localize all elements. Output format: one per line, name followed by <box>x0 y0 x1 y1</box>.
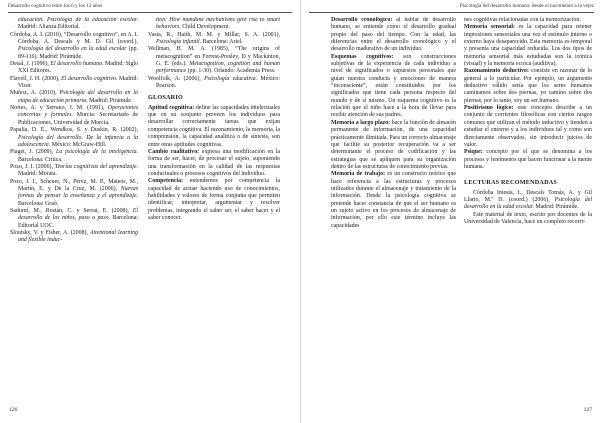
reference-item-text: Madrid: Alianza Editorial. <box>18 24 80 31</box>
reference-item-title: Psicología del desarrollo en la etapa de educación primaria. <box>18 90 138 104</box>
reference-item-text: Barcelona: Ariel. <box>201 39 243 46</box>
glossary-definition: entendemos por competencia la capacidad de actuar haciendo uso de conocimientos, habilidades y valores de forma conjunta que permiten identificar, interpretar, argumentar y resolver problemas, integrando el saber ser, el saber hacer y el saber conocer. <box>148 178 280 221</box>
reference-item <box>10 164 138 179</box>
header-rule-right <box>309 12 594 13</box>
glossary-term: Competencia: <box>148 178 184 185</box>
reference-item <box>10 17 138 32</box>
reference-item-text: Wellman, H. M. A. (1985), “The origins of metacognition” en Forrest-Presley, D y Mackinton, G. E. (eds.). <box>148 46 280 68</box>
glossary-entry <box>331 171 456 230</box>
reference-item-title: Psicología del desarrollo en la edad escolar <box>18 46 127 53</box>
reference-item <box>10 127 138 149</box>
reference-item <box>10 32 138 61</box>
glossary-definition: concepto por el que se denomina a los procesos y fenómenos que hacen funcionar a la mente humana. <box>464 149 592 170</box>
reference-item-text: Child Development. <box>180 24 230 31</box>
reference-item-text: Murcia: Secretariado de Publicaciones, Universidad de Murcia. <box>18 112 138 126</box>
glossary-term: Razonamiento deductivo: <box>464 68 529 75</box>
reference-item-text: (pp. 1-30). Orlando: Academia Press. <box>186 68 276 75</box>
reference-item-text: México: Pearson. <box>156 75 280 90</box>
glossary-term: Memoria de trabajo: <box>331 171 386 178</box>
glossary-entry <box>148 178 280 222</box>
reference-item <box>10 61 138 76</box>
glossary-definition: es un constructo teórico que hace referencia a las estructuras y procesos utilizados durante el almacenaje y tratamiento de la información. Desde la psicología cognitiva se pretende hacer constancia de que el ser humano es un sujeto activo en los procesos de almacenaje de información, por ello este término incluye las capacidades <box>331 171 456 229</box>
glossary-term: Esquemas cognitivos: <box>331 53 394 60</box>
readings-list <box>464 190 592 227</box>
reference-item-text: Sadurní, M., Rostán, C. y Serrat, E. (2008), <box>10 207 133 214</box>
reading-item-text: Madrid: Pirámide. <box>533 204 579 211</box>
reference-item-text: Pozo, J. I., Scheuer, N., Pérez, M. P., Mateos, M., Martín, E. y De la Cruz, M. (2006), <box>10 178 138 192</box>
reference-item-text: Barcelona: Editorial UOC. <box>18 215 138 229</box>
glossary-entry <box>464 17 592 24</box>
running-header-left: Desarrollo cognitivo entre los 6 y los 12 años <box>8 3 103 9</box>
reference-item-text: Córdoba, A. I. (2010), “Desarrollo cognitivo”, en A. I. Córdoba, A. Descals y M. D. Gil (coord.), <box>10 31 138 46</box>
running-header-right: Psicología del desarrollo humano: desde el nacimiento a la vejez <box>459 3 594 9</box>
glossary-title: GLOSARIO <box>148 94 183 102</box>
reference-item-title: Psicología del desarrollo. De la infancia a la adolescencia. <box>18 134 138 148</box>
glossary-entry <box>464 149 592 171</box>
reference-item <box>10 76 138 91</box>
reference-item-text: Nortes, A. y Serrano, J. M. (1991), <box>10 105 108 112</box>
reference-item <box>148 17 280 32</box>
reference-item-title: educación. Psicología de la educación escolar. <box>18 17 138 23</box>
reference-item-title: Nuevas formas de pensar la enseñanza y el aprendizaje. <box>18 185 138 200</box>
reference-item <box>10 149 138 164</box>
reference-item-title: tion: How mundane mechanisms give rise to smart behaviors. <box>156 17 280 31</box>
glossary-term: Positivismo lógico: <box>464 105 514 112</box>
references-glossary-column <box>148 17 280 402</box>
glossary-definition: son construcciones subjetivas de la experiencia de cada individuo a nivel de significados o supuestos personales que guían nuestra conducta y emociones de manera “inconsciente”, están constituidos por los significados que tiene cada persona respecto del mundo y de sí mismo. Un esquema cognitivo es la relación que el niño hace a la hora de llevar para recibir atención de sus padres. <box>331 53 456 119</box>
reference-item-title: Operaciones concretas y formales. <box>18 105 138 119</box>
glossary-term: Memoria sensorial: <box>464 24 515 31</box>
reference-item <box>148 46 280 75</box>
reference-item-title: El desarrollo cognitivo. <box>61 75 118 82</box>
reference-item-title: El desarrollo de los niños, paso a paso. <box>18 207 138 222</box>
glossary-entry <box>331 120 456 171</box>
references-list-continued <box>148 17 280 90</box>
glossary-list <box>148 105 280 223</box>
reference-item-title: Metacognition, cognition and human performance <box>156 61 280 75</box>
reference-item <box>10 230 138 245</box>
glossary-list-continued <box>464 17 592 171</box>
reference-item-text: Sloutsky, V. y Fisher, A. (2008), <box>10 229 90 236</box>
reference-item-text: Barcelona: Crítica. <box>18 156 63 163</box>
reference-item <box>148 32 280 47</box>
reference-item <box>10 179 138 208</box>
glossary-term: Memoria a largo plazo: <box>331 119 391 126</box>
readings-title: LECTURAS RECOMENDADAS <box>464 179 558 187</box>
reading-item <box>464 212 592 227</box>
header-rule-left <box>8 12 292 13</box>
glossary-definition: al hablar de desarrollo humano, se entiende como el desarrollo gradual propio del paso del tiempo. Con la edad, las diferencias entre el desarrollo cronológico y el desarrollo madurativo de un individuo. <box>331 17 456 53</box>
glossary-definition: expresa una modificación en la forma de ser, hacer, de procesar el sujeto, suponiendo una transformación en la calidad de las respuestas conductuales o procesos cognitivos del individuo. <box>148 148 280 177</box>
reference-item-text: Barcelona: Graó. <box>18 200 59 207</box>
reference-item <box>10 90 138 105</box>
glossary-column-1 <box>331 17 456 402</box>
reference-item-text: Piaget, J. (2009), <box>10 149 56 156</box>
reference-item-title: Attentional learning and flexible induc- <box>18 229 138 244</box>
reference-item-text: Madrid: Pirámide. <box>87 97 133 104</box>
glossary-entry <box>464 105 592 149</box>
references-column-1 <box>10 17 138 402</box>
glossary-entry <box>148 149 280 178</box>
reference-item-text: México: McGraw-Hill. <box>50 141 107 148</box>
glossary-entry <box>464 24 592 68</box>
glossary-definition: consiste en razonar de lo general a lo particular. Por ejemplo, un argumento deductivo válido sería que los seres humanos caminamos sobre dos piernas, yo camino sobre dos piernas, por lo tanto, soy un ser humano. <box>464 68 592 104</box>
reference-item <box>10 105 138 127</box>
reference-item-text: Woolfolk, A. (2006), <box>148 75 205 82</box>
glossary-definition: hace la función de almacén permanente de información, de una capacidad prácticamente ilimitada. Para un correcto almacenaje que facilite su posterior recuperación va a ser determinante el proceso de codificación y las estrategias que se apliquen para su organización dentro de las estructuras de conocimiento previas. <box>331 119 456 170</box>
glossary-entry <box>331 54 456 120</box>
glossary-entry <box>148 105 280 149</box>
glossary-term: Aptitud cognitiva: <box>148 104 195 111</box>
glossary-definition: define las capacidades intelectuales que en su conjunto proveen los individuos para desarrollar correctamente tareas que exijan competencia cognitiva. El razonamiento, la memoria, la comprensión, la capacidad analítica o de síntesis, son entre otras aptitudes cognitivas. <box>148 104 280 148</box>
glossary-term: Psique: <box>464 149 483 156</box>
reference-item-text: Flavell, J. H. (2000), <box>10 75 62 82</box>
page-number-left: 126 <box>9 407 18 413</box>
reference-item-title: La psicología de la inteligencia. <box>56 149 138 156</box>
reference-item-title: Psicología infantil. <box>156 39 202 46</box>
reference-item-text: Madrid: Visor. <box>18 75 138 90</box>
right-page <box>300 0 600 423</box>
reading-item-title: Psicología del desarrollo en la edad escolar. <box>464 196 592 211</box>
glossary-term: Desarrollo cronológico: <box>331 17 393 23</box>
reference-item-title: Psicología educativa. <box>204 75 258 82</box>
reference-item-text: Vasta, R., Haith, M. M. y Millar, S. A. (2001), <box>148 31 280 38</box>
glossary-term: Cambio cualitativo: <box>148 148 200 155</box>
glossary-definition: nes cognitivas relacionadas con la memorización. <box>464 17 581 23</box>
reference-item-text: Papalia, D. E., Wendkos, S. y Duskin, R. (2002), <box>10 127 138 134</box>
reading-item <box>464 190 592 212</box>
reading-item-text: Córdoba Iniesta, I., Descals Tomás, A. y Gil Llario, M.ª D. (coord.) (2006), <box>464 189 592 203</box>
reference-item-title: El desarrollo humano. <box>50 61 104 68</box>
glossary-entry <box>464 68 592 105</box>
reference-item-title: Teorías cognitivas del aprendizaje. <box>54 163 138 170</box>
reference-item <box>148 76 280 91</box>
reference-item-text: Pozo, J. I. (2006), <box>10 163 55 170</box>
reference-item-text: Desal, J. (1996), <box>10 61 51 68</box>
glossary-readings-column <box>464 17 592 402</box>
reference-item-text: Muñoz, A. (2010), <box>10 90 60 97</box>
reference-item-text: Madrid: Morata. <box>18 171 57 178</box>
glossary-definition: es la capacidad para retener impresiones sensoriales una vez el estímulo interno o externo haya desaparecido. Esta memoria es temporal y presenta una capacidad reducida. Los dos tipos de memoria sensorial más estudiadas son la icónica (visual) y la memoria ecoica (auditiva). <box>464 24 592 68</box>
glossary-entry <box>331 17 456 54</box>
reference-item <box>10 208 138 230</box>
page-number-right: 127 <box>583 407 592 413</box>
reading-item-text: Este material de texto, escrito por docentes de la Universidad de Valencia, hace un completo recorri- <box>464 211 592 225</box>
reference-item-text: (pp. 89-116). Madrid: Pirámide. <box>18 46 138 60</box>
glossary-definition: este concepto describe a un conjunto de corrientes filosóficas con ciertos rasgos comunes que utilizan el método inductivo y tienden a estudiar el entorno y a los individuos tal y como son directamente observados, sin introducir juicios de valor. <box>464 105 592 148</box>
reference-item-text: Madrid: Siglo XXI Editores. <box>18 61 138 75</box>
